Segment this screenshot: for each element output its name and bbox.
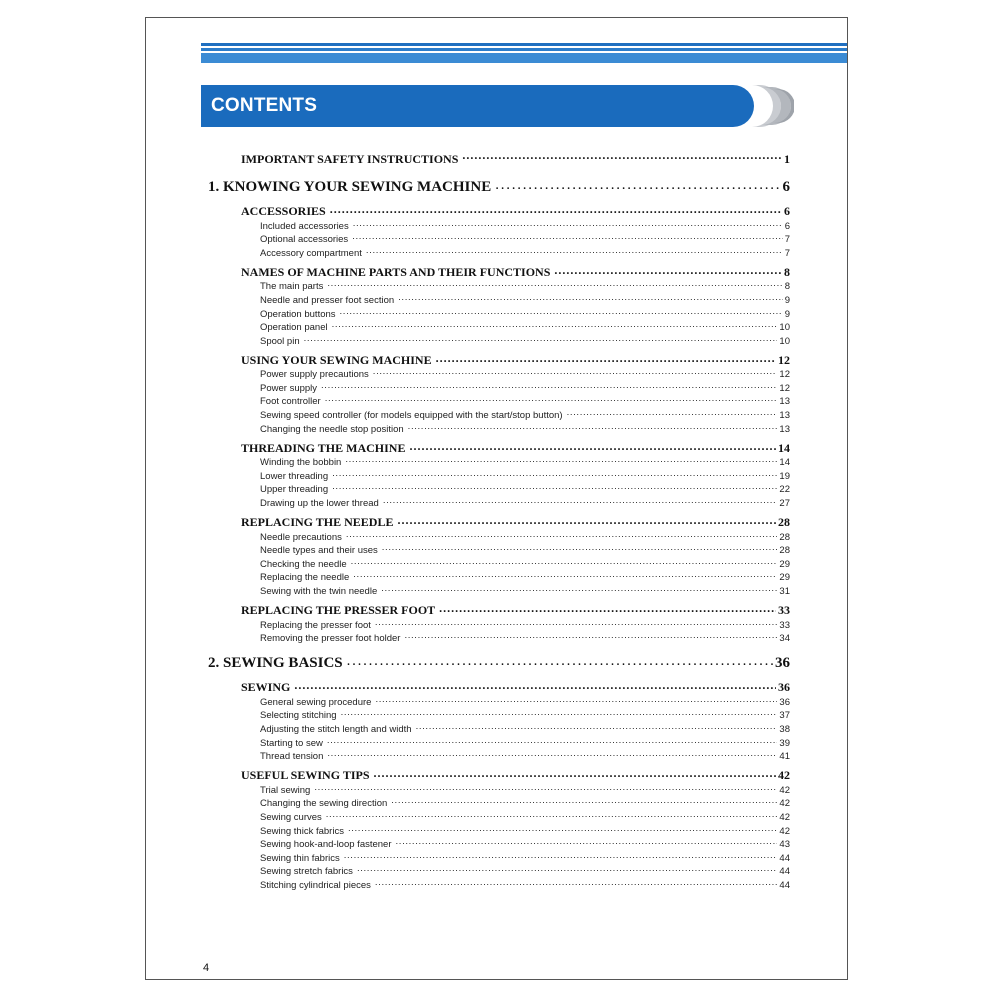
toc-entry-label: Power supply precautions	[260, 369, 369, 381]
toc-item	[208, 410, 790, 424]
dot-leader	[375, 879, 778, 888]
toc-entry-label: Optional accessories	[260, 234, 349, 246]
toc-entry-page: 42	[779, 798, 790, 810]
toc-entry-page: 41	[779, 751, 790, 763]
toc-section	[208, 679, 790, 696]
toc-entry-label: Removing the presser foot holder	[260, 633, 401, 645]
toc-entry-page: 12	[779, 369, 790, 381]
toc-entry-page: 29	[779, 558, 790, 570]
toc-item	[208, 633, 790, 647]
dot-leader	[327, 737, 778, 746]
toc-entry-label: Starting to sew	[260, 737, 323, 749]
dot-leader	[439, 605, 776, 616]
toc-entry-label: Drawing up the lower thread	[260, 498, 379, 510]
dot-leader	[346, 531, 778, 540]
toc-entry-label: Sewing with the twin needle	[260, 586, 378, 598]
toc-entry-label: Changing the sewing direction	[260, 798, 388, 810]
toc-item	[208, 798, 790, 812]
toc-entry-label: Foot controller	[260, 396, 321, 408]
toc-entry-page: 42	[779, 825, 790, 837]
toc-entry-page: 38	[779, 723, 790, 735]
toc-entry-page: 8	[784, 281, 790, 293]
toc-entry-page: 29	[779, 572, 790, 584]
toc-item	[208, 308, 790, 322]
toc-entry-page: 36	[779, 696, 790, 708]
toc-entry-page: 13	[779, 396, 790, 408]
toc-entry-label: REPLACING THE PRESSER FOOT	[241, 603, 436, 618]
toc-entry-page: 39	[779, 737, 790, 749]
dot-leader	[352, 234, 783, 243]
toc-item	[208, 784, 790, 798]
toc-entry-label: Needle and presser foot section	[260, 294, 395, 306]
toc-entry-page: 33	[779, 619, 790, 631]
toc-entry-label: Replacing the needle	[260, 572, 350, 584]
toc-item	[208, 751, 790, 765]
toc-entry-label: THREADING THE MACHINE	[241, 440, 406, 455]
toc-entry-page: 12	[778, 352, 790, 367]
dot-leader	[347, 657, 773, 671]
toc-item	[208, 382, 790, 396]
dot-leader	[294, 682, 776, 693]
toc-entry-page: 36	[775, 654, 790, 671]
toc-entry-label: Operation buttons	[260, 308, 336, 320]
toc-item	[208, 619, 790, 633]
dot-leader	[375, 619, 778, 628]
toc-entry-label: Changing the needle stop position	[260, 423, 404, 435]
toc-entry-page: 44	[779, 866, 790, 878]
table-of-contents	[208, 152, 790, 893]
toc-entry-page: 14	[779, 457, 790, 469]
toc-item	[208, 423, 790, 437]
toc-section	[208, 352, 790, 369]
contents-banner	[201, 85, 754, 127]
toc-entry-label: Winding the bobbin	[260, 457, 342, 469]
toc-entry-label: Stitching cylindrical pieces	[260, 879, 371, 891]
toc-entry-page: 44	[779, 879, 790, 891]
toc-entry-label: Sewing speed controller (for models equipped with the start/stop button)	[260, 410, 563, 422]
toc-item	[208, 723, 790, 737]
toc-entry-label: Lower threading	[260, 470, 329, 482]
toc-item	[208, 852, 790, 866]
toc-item	[208, 558, 790, 572]
toc-item	[208, 294, 790, 308]
dot-leader	[391, 798, 777, 807]
toc-entry-label: Selecting stitching	[260, 710, 337, 722]
toc-entry-page: 7	[784, 247, 790, 259]
toc-entry-page: 42	[779, 811, 790, 823]
toc-entry-label: Checking the needle	[260, 558, 347, 570]
toc-entry-page: 10	[779, 335, 790, 347]
toc-section	[208, 440, 790, 457]
toc-entry-page: 42	[779, 784, 790, 796]
toc-entry-label: 2. SEWING BASICS	[208, 654, 343, 671]
toc-entry-label: NAMES OF MACHINE PARTS AND THEIR FUNCTIONS	[241, 264, 551, 279]
toc-entry-label: Sewing curves	[260, 811, 322, 823]
toc-item	[208, 322, 790, 336]
dot-leader	[416, 723, 778, 732]
toc-entry-label: Thread tension	[260, 751, 324, 763]
toc-chapter	[208, 650, 790, 676]
toc-entry-label: Needle precautions	[260, 531, 342, 543]
toc-item	[208, 585, 790, 599]
toc-entry-label: Sewing hook-and-loop fastener	[260, 839, 392, 851]
toc-item	[208, 710, 790, 724]
manual-page	[145, 17, 848, 980]
toc-entry-page: 10	[779, 322, 790, 334]
dot-leader	[327, 751, 777, 760]
toc-entry-label: Sewing stretch fabrics	[260, 866, 353, 878]
header-stripe	[201, 43, 848, 63]
page-title: CONTENTS	[211, 95, 318, 116]
dot-leader	[351, 558, 778, 567]
toc-section	[208, 602, 790, 619]
dot-leader	[462, 152, 782, 163]
toc-entry-label: REPLACING THE NEEDLE	[241, 515, 394, 530]
toc-item	[208, 572, 790, 586]
toc-entry-label: Sewing thick fabrics	[260, 825, 344, 837]
toc-item	[208, 866, 790, 880]
toc-entry-label: Spool pin	[260, 335, 300, 347]
toc-item	[208, 825, 790, 839]
toc-item	[208, 457, 790, 471]
toc-item	[208, 839, 790, 853]
dot-leader	[436, 355, 776, 366]
dot-leader	[340, 308, 783, 317]
toc-entry-page: 42	[778, 768, 790, 783]
toc-item	[208, 396, 790, 410]
toc-item	[208, 220, 790, 234]
toc-item	[208, 484, 790, 498]
toc-entry-page: 44	[779, 852, 790, 864]
toc-item	[208, 545, 790, 559]
dot-leader	[409, 443, 776, 454]
dot-leader	[330, 206, 782, 217]
dot-leader	[398, 294, 783, 303]
toc-entry-label: Operation panel	[260, 322, 328, 334]
toc-entry-page: 37	[779, 710, 790, 722]
dot-leader	[357, 866, 777, 875]
toc-entry-page: 1	[784, 152, 790, 166]
toc-section	[208, 767, 790, 784]
toc-entry-label: SEWING	[241, 680, 291, 695]
toc-item	[208, 335, 790, 349]
dot-leader	[345, 457, 777, 466]
toc-item	[208, 696, 790, 710]
dot-leader	[341, 710, 778, 719]
dot-leader	[396, 839, 778, 848]
toc-entry-page: 13	[779, 423, 790, 435]
toc-entry-page: 28	[778, 515, 790, 530]
dot-leader	[353, 572, 777, 581]
toc-entry-label: Included accessories	[260, 220, 349, 232]
toc-entry-page: 19	[779, 470, 790, 482]
toc-entry-label: General sewing procedure	[260, 696, 372, 708]
dot-leader	[332, 470, 777, 479]
dot-leader	[495, 180, 780, 194]
toc-item	[208, 369, 790, 383]
toc-entry-label: Power supply	[260, 382, 318, 394]
toc-entry-page: 36	[778, 680, 790, 695]
toc-entry-page: 22	[779, 484, 790, 496]
toc-safety	[208, 152, 790, 170]
toc-entry-page: 9	[784, 308, 790, 320]
toc-entry-label: Sewing thin fabrics	[260, 852, 340, 864]
toc-entry-page: 6	[784, 220, 790, 232]
toc-entry-label: Adjusting the stitch length and width	[260, 723, 412, 735]
dot-leader	[397, 517, 776, 528]
dot-leader	[321, 382, 777, 391]
toc-chapter	[208, 174, 790, 200]
dot-leader	[327, 281, 782, 290]
dot-leader	[325, 396, 778, 405]
toc-entry-page: 34	[779, 633, 790, 645]
toc-entry-page: 28	[779, 531, 790, 543]
toc-entry-label: Accessory compartment	[260, 247, 362, 259]
page-number: 4	[203, 962, 210, 974]
dot-leader	[567, 410, 778, 419]
toc-item	[208, 737, 790, 751]
dot-leader	[554, 267, 782, 278]
dot-leader	[404, 633, 777, 642]
toc-section	[208, 264, 790, 281]
dot-leader	[374, 770, 777, 781]
toc-entry-label: ACCESSORIES	[241, 204, 326, 218]
toc-entry-label: Upper threading	[260, 484, 329, 496]
dot-leader	[326, 811, 778, 820]
toc-item	[208, 470, 790, 484]
toc-entry-page: 7	[784, 234, 790, 246]
dot-leader	[344, 852, 778, 861]
toc-item	[208, 811, 790, 825]
dot-leader	[314, 784, 777, 793]
dot-leader	[332, 484, 777, 493]
toc-entry-label: USEFUL SEWING TIPS	[241, 768, 370, 783]
toc-entry-page: 33	[778, 603, 790, 618]
dot-leader	[381, 585, 777, 594]
toc-entry-page: 13	[779, 410, 790, 422]
dot-leader	[353, 220, 783, 229]
toc-item	[208, 498, 790, 512]
dot-leader	[304, 335, 778, 344]
dot-leader	[366, 247, 783, 256]
toc-entry-page: 14	[778, 440, 790, 455]
toc-entry-label: Trial sewing	[260, 784, 311, 796]
toc-entry-label: 1. KNOWING YOUR SEWING MACHINE	[208, 178, 492, 195]
toc-section	[208, 514, 790, 531]
dot-leader	[408, 423, 778, 432]
dot-leader	[375, 696, 777, 705]
toc-item	[208, 247, 790, 261]
dot-leader	[373, 369, 778, 378]
toc-entry-label: Replacing the presser foot	[260, 619, 371, 631]
toc-item	[208, 879, 790, 893]
toc-entry-page: 12	[779, 382, 790, 394]
toc-entry-page: 31	[779, 586, 790, 598]
toc-entry-label: Needle types and their uses	[260, 545, 378, 557]
swirl-decoration-icon	[746, 85, 794, 127]
toc-entry-label: IMPORTANT SAFETY INSTRUCTIONS	[241, 152, 459, 166]
dot-leader	[332, 322, 778, 331]
toc-entry-page: 6	[784, 204, 790, 218]
toc-item	[208, 281, 790, 295]
toc-section	[208, 203, 790, 220]
dot-leader	[382, 545, 778, 554]
toc-entry-page: 8	[784, 264, 790, 279]
toc-item	[208, 234, 790, 248]
toc-entry-label: USING YOUR SEWING MACHINE	[241, 352, 432, 367]
toc-entry-page: 9	[784, 294, 790, 306]
toc-item	[208, 531, 790, 545]
toc-entry-page: 28	[779, 545, 790, 557]
toc-entry-page: 43	[779, 839, 790, 851]
dot-leader	[383, 498, 778, 507]
toc-entry-page: 6	[782, 178, 790, 195]
dot-leader	[348, 825, 777, 834]
toc-entry-label: The main parts	[260, 281, 324, 293]
toc-entry-page: 27	[779, 498, 790, 510]
